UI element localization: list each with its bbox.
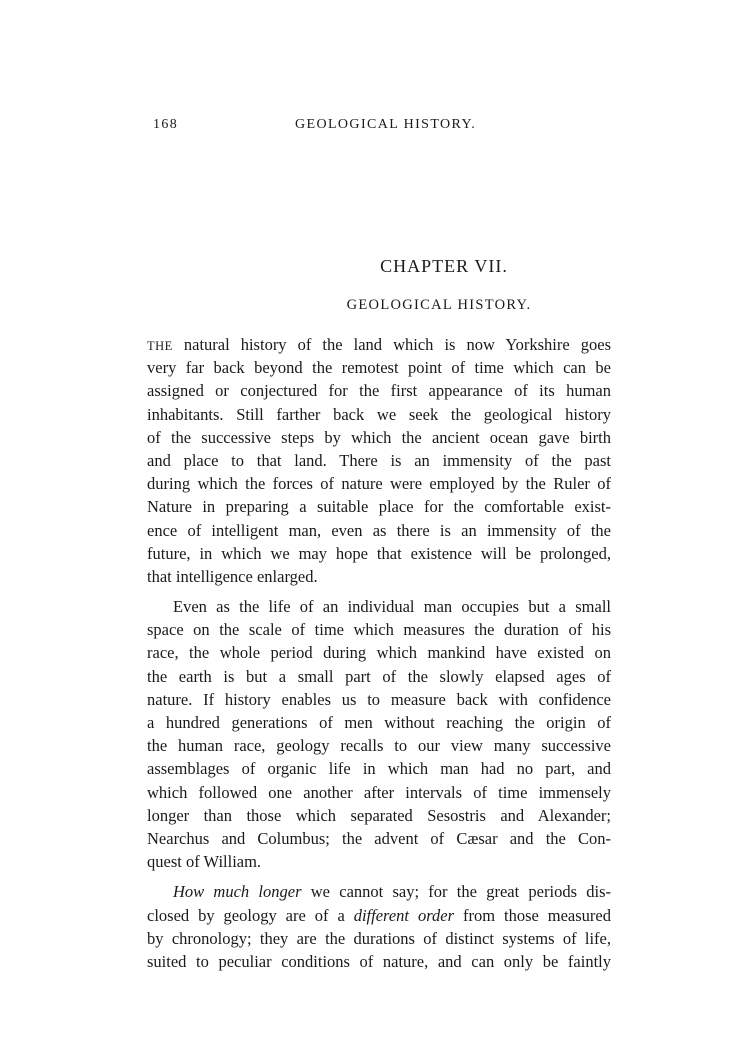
paragraph-2-line-3: race, the whole period during which mankind have existed on — [147, 643, 611, 663]
paragraph-2-line-11: Nearchus and Columbus; the advent of Cæsar and the Con- — [147, 828, 611, 848]
paragraph-1-line-2: very far back beyond the remotest point of time which can be — [147, 358, 611, 378]
paragraph-1-line-10: future, in which we may hope that existence will be prolonged, — [147, 543, 611, 563]
paragraph-2-line-6: a hundred generations of men without reaching the origin of — [147, 713, 611, 732]
chapter-heading: CHAPTER VII. — [380, 256, 508, 276]
paragraph-1-line-7: during which the forces of nature were employed by the Ruler of — [147, 474, 611, 494]
page-number: 168 — [153, 117, 179, 132]
paragraph-2-line-10: longer than those which separated Sesostris and Alexander; — [147, 805, 611, 825]
paragraph-2-line-7: the human race, geology recalls to our view many successive — [147, 736, 611, 756]
body-text — [147, 333, 611, 973]
paragraph-1-line-1: THE natural history of the land which is now Yorkshire goes — [147, 335, 611, 354]
paragraph-2-line-9: which followed one another after intervals of time immensely — [147, 782, 611, 802]
paragraph-3-line-3: by chronology; they are the durations of distinct systems of life, — [147, 928, 611, 948]
paragraph-2-line-8: assemblages of organic life in which man had no part, and — [147, 759, 611, 779]
paragraph-1-line-6: and place to that land. There is an immensity of the past — [147, 450, 611, 470]
paragraph-2-line-2: space on the scale of time which measures the duration of his — [147, 620, 611, 640]
paragraph-1-line-5: of the successive steps by which the ancient ocean gave birth — [147, 427, 611, 447]
paragraph-2-line-1: Even as the life of an individual man occupies but a small — [173, 597, 611, 617]
running-head-title: GEOLOGICAL HISTORY. — [295, 117, 477, 132]
paragraph-1-line-4: inhabitants. Still farther back we seek the geological history — [147, 404, 611, 424]
paragraph-2-line-12: quest of William. — [147, 852, 262, 872]
small-caps-the: THE — [147, 339, 173, 353]
paragraph-1-line-8: Nature in preparing a suitable place for the comfortable exist- — [147, 497, 611, 517]
chapter-subheading: GEOLOGICAL HISTORY. — [346, 297, 532, 313]
paragraph-1-line-9: ence of intelligent man, even as there is an immensity of the — [147, 520, 611, 540]
paragraph-3-line-2: closed by geology are of a different order from those measured — [147, 905, 611, 925]
paragraph-2-line-4: the earth is but a small part of the slowly elapsed ages of — [147, 666, 611, 686]
paragraph-1-line-11: that intelligence enlarged. — [147, 566, 318, 586]
paragraph-2-line-5: nature. If history enables us to measure back with confidence — [147, 689, 611, 709]
paragraph-1-line-3: assigned or conjectured for the first appearance of its human — [147, 381, 611, 401]
paragraph-3-line-1: How much longer we cannot say; for the great periods dis- — [173, 882, 611, 902]
paragraph-3-line-4: suited to peculiar conditions of nature, and can only be faintly — [147, 951, 611, 971]
running-head — [153, 117, 613, 137]
